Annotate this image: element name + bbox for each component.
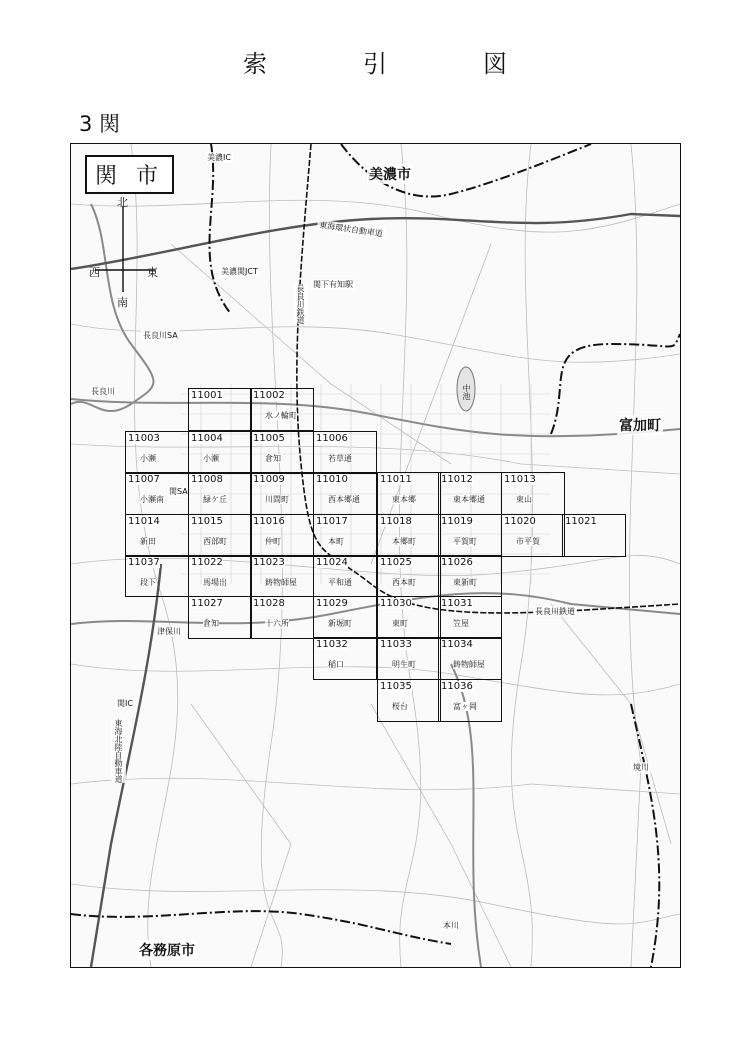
sheet-place-name: 川間町 [265, 495, 289, 504]
sheet-number: 11025 [380, 557, 412, 568]
sheet-place-name: 稲口 [328, 660, 344, 669]
label-tokai-hokuriku: 東海北陸自動車道 [111, 719, 126, 783]
map-sheet-tile[interactable] [377, 514, 441, 557]
label-nagaragawa-sa: 長良川SA [143, 331, 178, 340]
sheet-number: 11037 [128, 557, 160, 568]
label-mino-ic: 美濃IC [207, 153, 231, 162]
label-hon-river: 本川 [443, 921, 459, 930]
sheet-number: 11004 [191, 433, 223, 444]
map-sheet-tile[interactable] [188, 514, 252, 557]
map-sheet-tile[interactable] [377, 679, 441, 722]
sheet-place-name: 桜台 [392, 702, 408, 711]
sheet-number: 11008 [191, 474, 223, 485]
sheet-number: 11019 [441, 516, 473, 527]
sheet-place-name: 笠屋 [453, 619, 469, 628]
sheet-number: 11028 [253, 598, 285, 609]
label-tsubo-river: 津保川 [157, 627, 181, 636]
sheet-place-name: 平和通 [328, 578, 352, 587]
sheet-number: 11031 [441, 598, 473, 609]
sheet-number: 11033 [380, 639, 412, 650]
map-sheet-tile[interactable] [377, 555, 441, 597]
compass-south-label: 南 [117, 296, 128, 309]
sheet-place-name: 東本郷通 [453, 495, 485, 504]
label-seki-ic: 関IC [117, 699, 133, 708]
map-sheet-tile[interactable] [438, 472, 502, 515]
label-mino-jct: 美濃関JCT [221, 267, 258, 276]
compass-north-label: 北 [117, 196, 128, 209]
sheet-number: 11007 [128, 474, 160, 485]
map-sheet-tile[interactable] [250, 596, 314, 639]
sheet-number: 11013 [504, 474, 536, 485]
map-sheet-tile[interactable] [125, 514, 189, 557]
label-tokai-kanjo: 東海環状自動車道 [317, 219, 386, 239]
sheet-number: 11029 [316, 598, 348, 609]
sheet-number: 11017 [316, 516, 348, 527]
sheet-number: 11023 [253, 557, 285, 568]
sheet-number: 11012 [441, 474, 473, 485]
sheet-number: 11020 [504, 516, 536, 527]
map-sheet-tile[interactable] [438, 514, 502, 557]
map-sheet-tile[interactable] [562, 514, 626, 557]
sheet-place-name: 緑ケ丘 [203, 495, 227, 504]
label-kakamigahara: 各務原市 [137, 940, 197, 960]
map-sheet-tile[interactable] [125, 431, 189, 474]
sheet-number: 11002 [253, 390, 285, 401]
sheet-place-name: 新田 [140, 537, 156, 546]
sheet-place-name: 東町 [392, 619, 408, 628]
map-sheet-tile[interactable] [250, 472, 314, 515]
map-sheet-tile[interactable] [313, 596, 377, 639]
index-map [70, 143, 681, 968]
sheet-number: 11010 [316, 474, 348, 485]
sheet-place-name: 段下 [140, 578, 156, 587]
sheet-place-name: 富ヶ岡 [453, 702, 477, 711]
sheet-number: 11035 [380, 681, 412, 692]
compass-east-label: 東 [147, 266, 158, 279]
sheet-number: 11005 [253, 433, 285, 444]
sheet-number: 11030 [380, 598, 412, 609]
sheet-number: 11027 [191, 598, 223, 609]
sheet-number: 11034 [441, 639, 473, 650]
label-sakai-river: 境川 [633, 763, 649, 772]
map-sheet-tile[interactable] [250, 431, 314, 474]
label-tomika: 富加町 [617, 415, 663, 435]
city-name-badge: 関 市 [85, 155, 174, 194]
sheet-place-name: 小瀬 [140, 454, 156, 463]
sheet-number: 11009 [253, 474, 285, 485]
sheet-number: 11015 [191, 516, 223, 527]
map-sheet-tile[interactable] [313, 555, 377, 597]
sheet-number: 11032 [316, 639, 348, 650]
map-sheet-tile[interactable] [313, 514, 377, 557]
sheet-place-name: 西本郷通 [328, 495, 360, 504]
sheet-number: 11011 [380, 474, 412, 485]
map-sheet-tile[interactable] [250, 555, 314, 597]
sheet-place-name: 倉知 [265, 454, 281, 463]
label-mino-city: 美濃市 [367, 164, 413, 184]
sheet-place-name: 倉知 [203, 619, 219, 628]
sheet-place-name: 小瀬南 [140, 495, 164, 504]
label-seki-sa: 関SA [169, 487, 188, 496]
sheet-place-name: 平賀町 [453, 537, 477, 546]
sheet-place-name: 若草通 [328, 454, 352, 463]
sheet-place-name: 馬場出 [203, 578, 227, 587]
sheet-place-name: 市平賀 [516, 537, 540, 546]
sheet-place-name: 仲町 [265, 537, 281, 546]
map-sheet-tile[interactable] [188, 596, 252, 639]
map-sheet-tile[interactable] [438, 679, 502, 722]
map-sheet-tile[interactable] [438, 555, 502, 597]
map-sheet-tile[interactable] [313, 472, 377, 515]
sheet-place-name: 西部町 [203, 537, 227, 546]
map-sheet-tile[interactable] [313, 637, 377, 680]
map-sheet-tile[interactable] [250, 514, 314, 557]
map-sheet-tile[interactable] [501, 514, 565, 557]
sheet-number: 11006 [316, 433, 348, 444]
map-sheet-tile[interactable] [188, 388, 252, 431]
map-sheet-tile[interactable] [501, 472, 565, 515]
map-sheet-tile[interactable] [188, 555, 252, 597]
label-sekishita-station: 関下有知駅 [313, 280, 353, 289]
sheet-number: 11022 [191, 557, 223, 568]
sheet-place-name: 東本郷 [392, 495, 416, 504]
sheet-place-name: 小瀬 [203, 454, 219, 463]
map-sheet-tile[interactable] [377, 472, 441, 515]
sheet-place-name: 鋳物師屋 [265, 578, 297, 587]
map-sheet-tile[interactable] [188, 472, 252, 515]
sheet-place-name: 水ノ輪町 [265, 411, 297, 420]
compass-west-label: 西 [89, 266, 100, 279]
sheet-number: 11003 [128, 433, 160, 444]
label-nakaike: 中池 [462, 384, 471, 400]
sheet-number: 11014 [128, 516, 160, 527]
sheet-number: 11036 [441, 681, 473, 692]
sheet-place-name: 東新町 [453, 578, 477, 587]
sheet-place-name: 西本町 [392, 578, 416, 587]
map-sheet-tile[interactable] [438, 596, 502, 639]
label-nagaragawa-rail: 長良川鉄道 [293, 284, 308, 324]
sheet-place-name: 明生町 [392, 660, 416, 669]
map-sheet-tile[interactable] [125, 472, 189, 515]
map-sheet-tile[interactable] [438, 637, 502, 680]
sheet-number: 11026 [441, 557, 473, 568]
sheet-number: 11018 [380, 516, 412, 527]
label-nagaragawa-rail-east: 長良川鉄道 [535, 607, 575, 616]
sheet-place-name: 新堀町 [328, 619, 352, 628]
page-title: 索 引 図 [243, 50, 543, 78]
map-sheet-tile[interactable] [313, 431, 377, 474]
sheet-place-name: 本郷町 [392, 537, 416, 546]
map-sheet-tile[interactable] [377, 596, 441, 639]
sheet-place-name: 本町 [328, 537, 344, 546]
map-sheet-tile[interactable] [188, 431, 252, 474]
sheet-place-name: 東山 [516, 495, 532, 504]
sheet-number: 11001 [191, 390, 223, 401]
map-sheet-tile[interactable] [377, 637, 441, 680]
label-nagara-river: 長良川 [91, 387, 115, 396]
sheet-place-name: 鋳物師屋 [453, 660, 485, 669]
sheet-number: 11016 [253, 516, 285, 527]
sheet-place-name: 十六所 [265, 619, 289, 628]
sheet-number: 11024 [316, 557, 348, 568]
map-sheet-tile[interactable] [250, 388, 314, 431]
map-sheet-tile[interactable] [125, 555, 189, 597]
section-heading: 3 関 [79, 112, 121, 136]
sheet-number: 11021 [565, 516, 597, 527]
